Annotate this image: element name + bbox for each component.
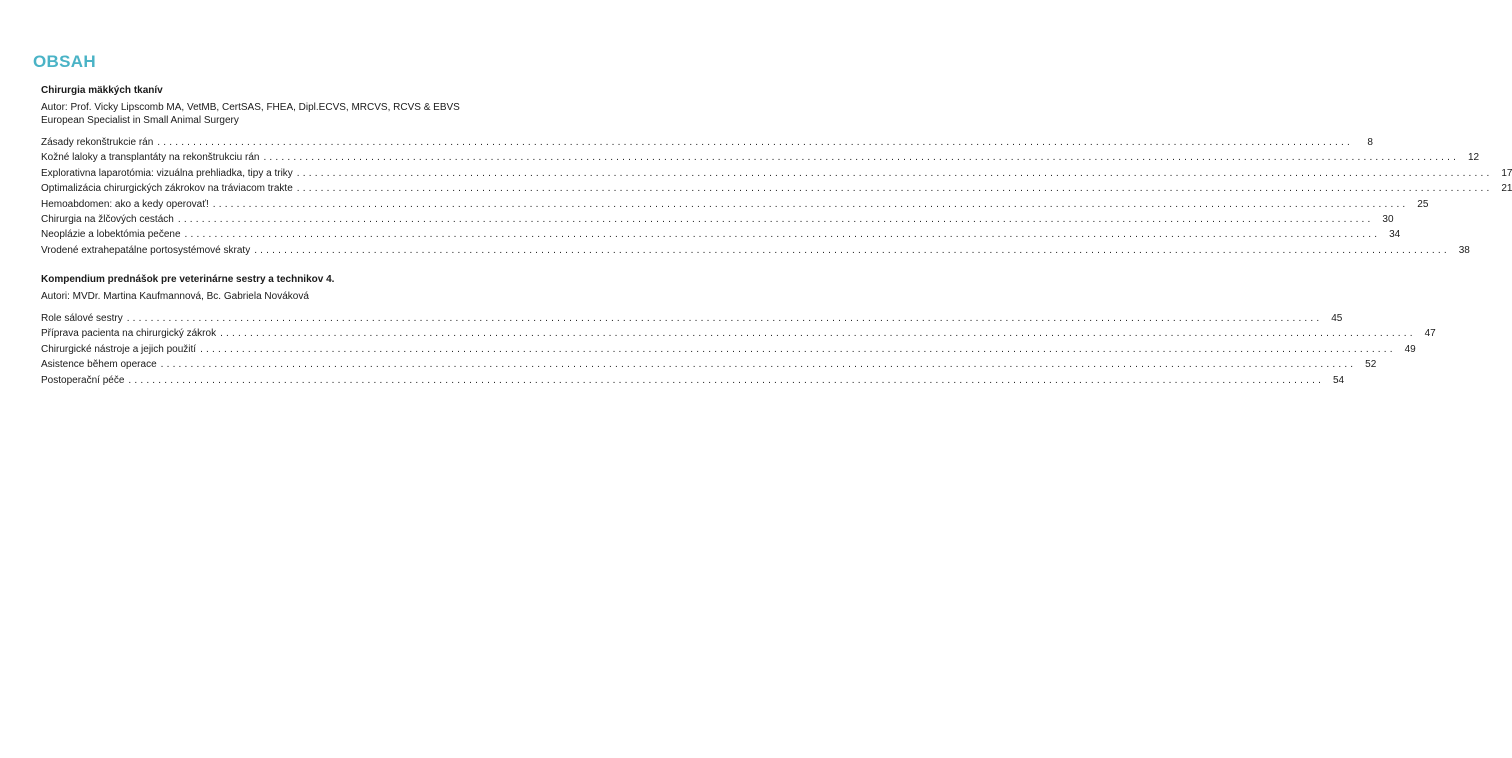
toc-entry-page: 8	[1367, 137, 1373, 148]
toc-entry	[41, 374, 1345, 389]
section-title: Chirurgia mäkkých tkanív	[41, 85, 163, 96]
toc-entry	[41, 213, 1394, 228]
toc-entry-label: Asistence během operace	[41, 359, 157, 371]
toc-entry	[41, 244, 1470, 259]
dot-leader: ........................................................................................................................................................................................................	[200, 343, 1396, 355]
toc-entry-page: 34	[1389, 229, 1401, 241]
toc-entry-label: Vrodené extrahepatálne portosystémové skraty	[41, 244, 251, 256]
toc-entry-list	[41, 136, 1512, 259]
toc-entry-page: 45	[1331, 313, 1343, 324]
toc-entry-label: Explorativna laparotómia: vizuálna prehliadka, tipy a triky	[41, 167, 293, 179]
toc-entry-label: Příprava pacienta na chirurgický zákrok	[41, 328, 217, 340]
toc-entry	[41, 228, 1401, 243]
toc-entry-label: Role sálové sestry	[41, 313, 123, 324]
toc-entry-label: Hemoabdomen: ako a kedy operovať!	[41, 198, 209, 210]
section-authors: Autori: MVDr. Martina Kaufmannová, Bc. Gabriela Nováková	[41, 291, 309, 302]
toc-entry-label: Neoplázie a lobektómia pečene	[41, 229, 181, 241]
toc-entry-label: Chirurgické nástroje a jejich použití	[41, 343, 197, 355]
dot-leader: ........................................................................................................................................................................................................	[212, 198, 1409, 210]
toc-entry-label: Optimalizácia chirurgických zákrokov na tráviacom trakte	[41, 183, 293, 195]
toc-entry-page: 25	[1417, 198, 1429, 210]
toc-entry-page: 52	[1365, 359, 1377, 371]
toc-entry	[41, 327, 1436, 342]
toc-entry-page: 38	[1458, 244, 1470, 256]
toc-section-nurse-compendium	[41, 273, 1436, 389]
toc-entry	[41, 136, 1373, 151]
toc-entry-page: 17	[1501, 167, 1512, 179]
toc-heading: OBSAH	[33, 52, 96, 71]
toc-entry-page: 12	[1468, 152, 1480, 164]
toc-entry-page: 30	[1382, 213, 1394, 225]
dot-leader: ........................................................................................................................................................................................................	[126, 313, 1323, 324]
section-title: Kompendium prednášok pre veterinárne sestry a technikov 4.	[41, 274, 335, 285]
toc-entry	[41, 358, 1377, 373]
dot-leader: ........................................................................................................................................................................................................	[220, 328, 1416, 340]
toc-entry-page: 47	[1424, 328, 1436, 340]
toc-entry-page: 54	[1332, 374, 1345, 386]
dot-leader: ........................................................................................................................................................................................................	[263, 152, 1460, 164]
toc-entry-page: 21	[1501, 183, 1512, 195]
toc-entry-label: Zásady rekonštrukcie rán	[41, 137, 154, 148]
toc-entry-list	[41, 312, 1436, 389]
toc-entry	[41, 198, 1429, 213]
dot-leader: ........................................................................................................................................................................................................	[157, 137, 1353, 148]
toc-section-soft-tissue-surgery	[41, 84, 1512, 259]
section-authors: Autor: Prof. Vicky Lipscomb MA, VetMB, CertSAS, FHEA, Dipl.ECVS, MRCVS, RCVS & EBVS European Specialist in Small Animal Surgery	[41, 102, 460, 126]
dot-leader: ........................................................................................................................................................................................................	[177, 213, 1374, 225]
toc-entry	[41, 343, 1416, 358]
toc-entry	[41, 312, 1343, 327]
toc-entry-page: 49	[1404, 343, 1416, 355]
toc-entry-label: Kožné laloky a transplantáty na rekonštrukciu rán	[41, 152, 260, 164]
dot-leader: ........................................................................................................................................................................................................	[296, 167, 1493, 179]
toc-entry-label: Chirurgia na žlčových cestách	[41, 213, 174, 225]
dot-leader: ........................................................................................................................................................................................................	[296, 183, 1493, 195]
toc-entry	[41, 151, 1480, 166]
dot-leader: ........................................................................................................................................................................................................	[254, 244, 1450, 256]
dot-leader: ........................................................................................................................................................................................................	[128, 374, 1325, 386]
toc-entry	[41, 167, 1512, 182]
dot-leader: ........................................................................................................................................................................................................	[160, 359, 1357, 371]
toc-entry	[41, 182, 1512, 197]
toc-entry-label: Postoperační péče	[41, 374, 125, 386]
dot-leader: ........................................................................................................................................................................................................	[184, 229, 1381, 241]
